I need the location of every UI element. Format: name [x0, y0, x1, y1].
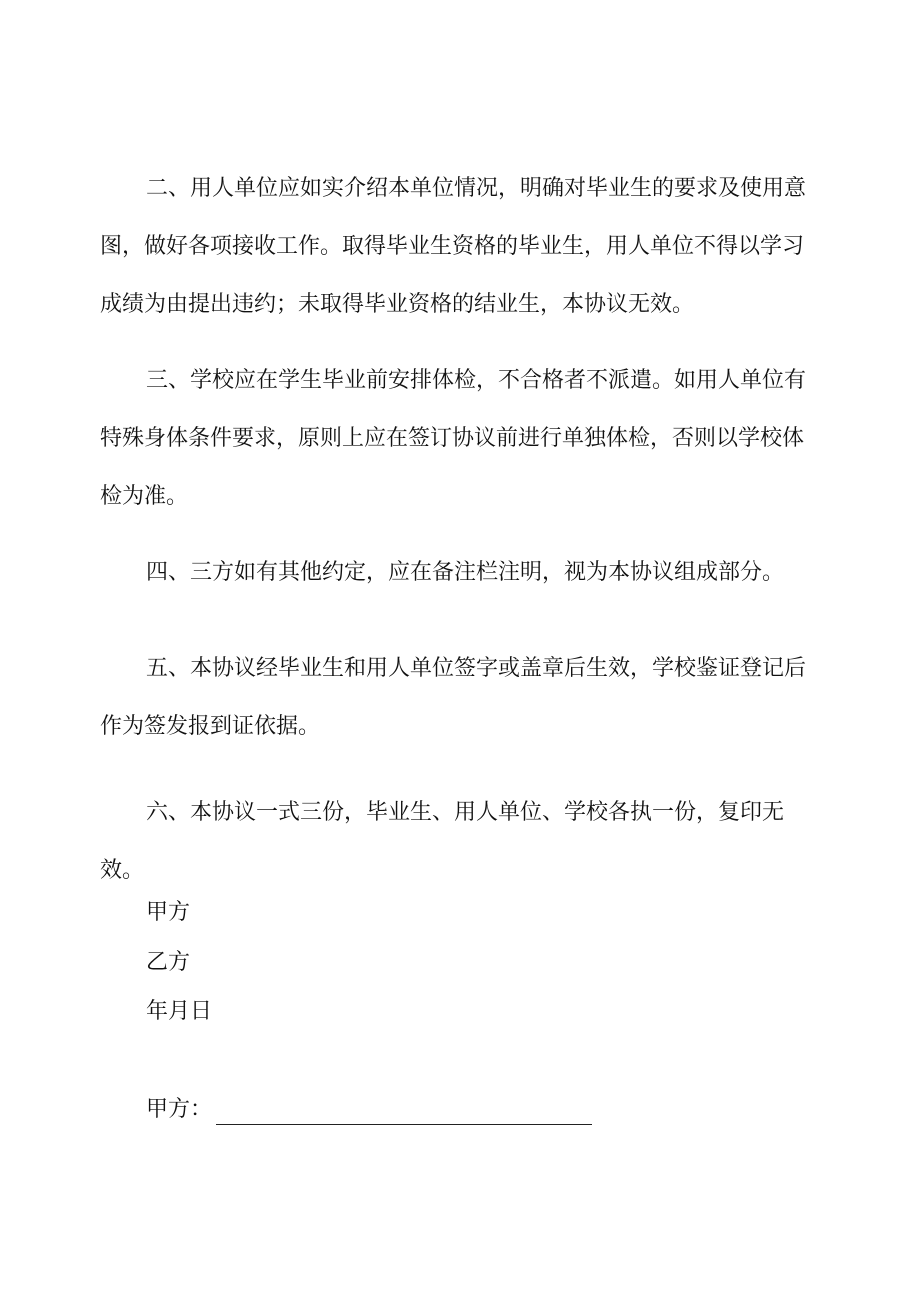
- clause-four: 四、三方如有其他约定，应在备注栏注明，视为本协议组成部分。: [146, 560, 785, 585]
- party-a-label: 甲方: [146, 900, 191, 925]
- party-a-signature-label: 甲方：: [146, 1097, 213, 1122]
- party-a-signature-blank[interactable]: [216, 1100, 592, 1125]
- clause-six: 六、本协议一式三份，毕业生、用人单位、学校各执一份，复印无效。: [100, 800, 785, 883]
- party-b-label: 乙方: [146, 950, 191, 975]
- clause-five: 五、本协议经毕业生和用人单位签字或盖章后生效，学校鉴证登记后作为签发报到证依据。: [100, 656, 807, 739]
- clause-two: 二、用人单位应如实介绍本单位情况，明确对毕业生的要求及使用意图，做好各项接收工作。取得毕业生资格的毕业生，用人单位不得以学习成绩为由提出违约；未取得毕业资格的结业生，本协议无效。: [100, 176, 807, 317]
- clause-three: 三、学校应在学生毕业前安排体检，不合格者不派遣。如用人单位有特殊身体条件要求，原则上应在签订协议前进行单独体检，否则以学校体检为准。: [100, 368, 807, 509]
- date-label: 年月日: [146, 999, 213, 1024]
- party-a-signature-row: [146, 1091, 592, 1125]
